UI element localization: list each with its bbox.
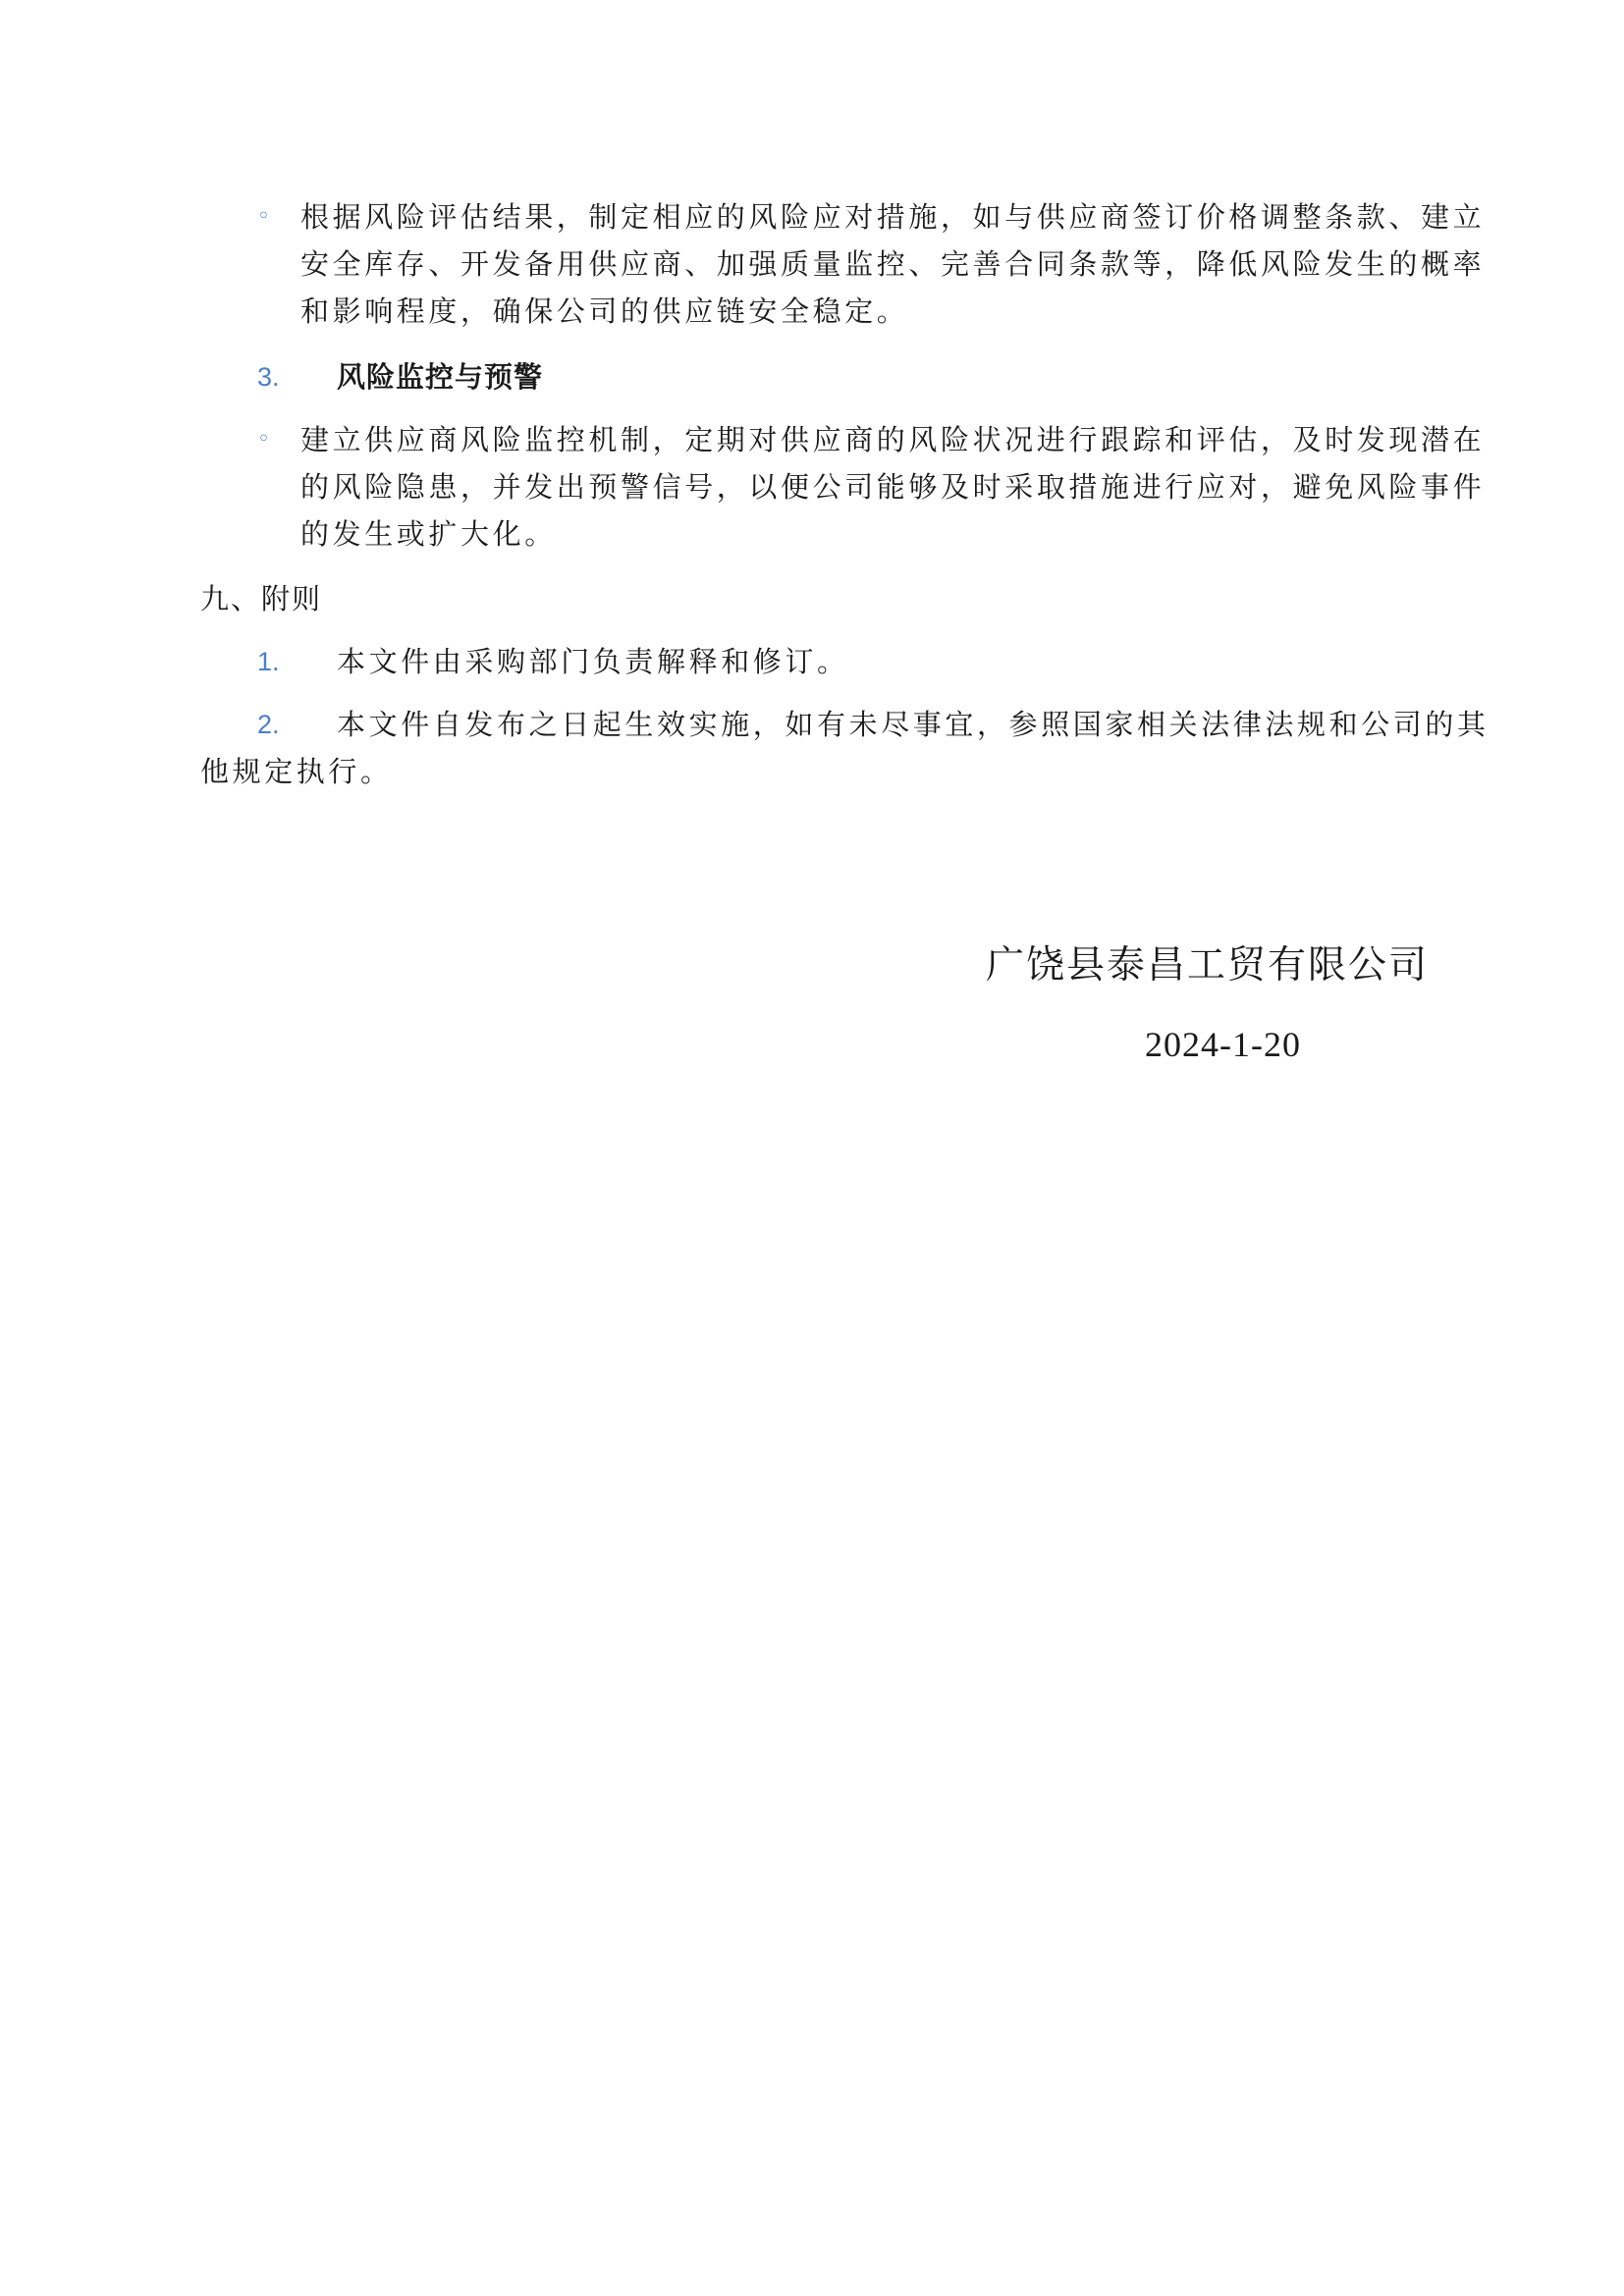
paragraph-line: 的风险隐患，并发出预警信号，以便公司能够及时采取措施进行应对，避免风险事件 — [300, 470, 1486, 504]
company-name: 广饶县泰昌工贸有限公司 — [986, 943, 1430, 988]
bullet-marker: ◦ — [257, 204, 270, 229]
bullet-marker: ◦ — [257, 427, 270, 452]
item-text: 本文件自发布之日起生效实施，如有未尽事宜，参照国家相关法律法规和公司的其 — [337, 708, 1489, 741]
paragraph-line: 的发生或扩大化。 — [300, 517, 557, 551]
paragraph-line: 安全库存、开发备用供应商、加强质量监控、完善合同条款等，降低风险发生的概率 — [300, 247, 1486, 281]
paragraph-line: 建立供应商风险监控机制，定期对供应商的风险状况进行跟踪和评估，及时发现潜在 — [300, 423, 1486, 456]
section-heading: 风险监控与预警 — [337, 360, 544, 394]
item-number: 2. — [257, 710, 280, 739]
paragraph-line: 根据风险评估结果，制定相应的风险应对措施，如与供应商签订价格调整条款、建立 — [300, 200, 1486, 234]
chapter-heading: 九、附则 — [200, 582, 323, 615]
item-text: 本文件由采购部门负责解释和修订。 — [337, 645, 849, 678]
item-number: 1. — [257, 647, 280, 676]
paragraph-line: 和影响程度，确保公司的供应链安全稳定。 — [300, 294, 909, 328]
section-number: 3. — [257, 362, 280, 392]
item-text: 他规定执行。 — [200, 755, 393, 788]
document-date: 2024-1-20 — [1145, 1025, 1301, 1064]
